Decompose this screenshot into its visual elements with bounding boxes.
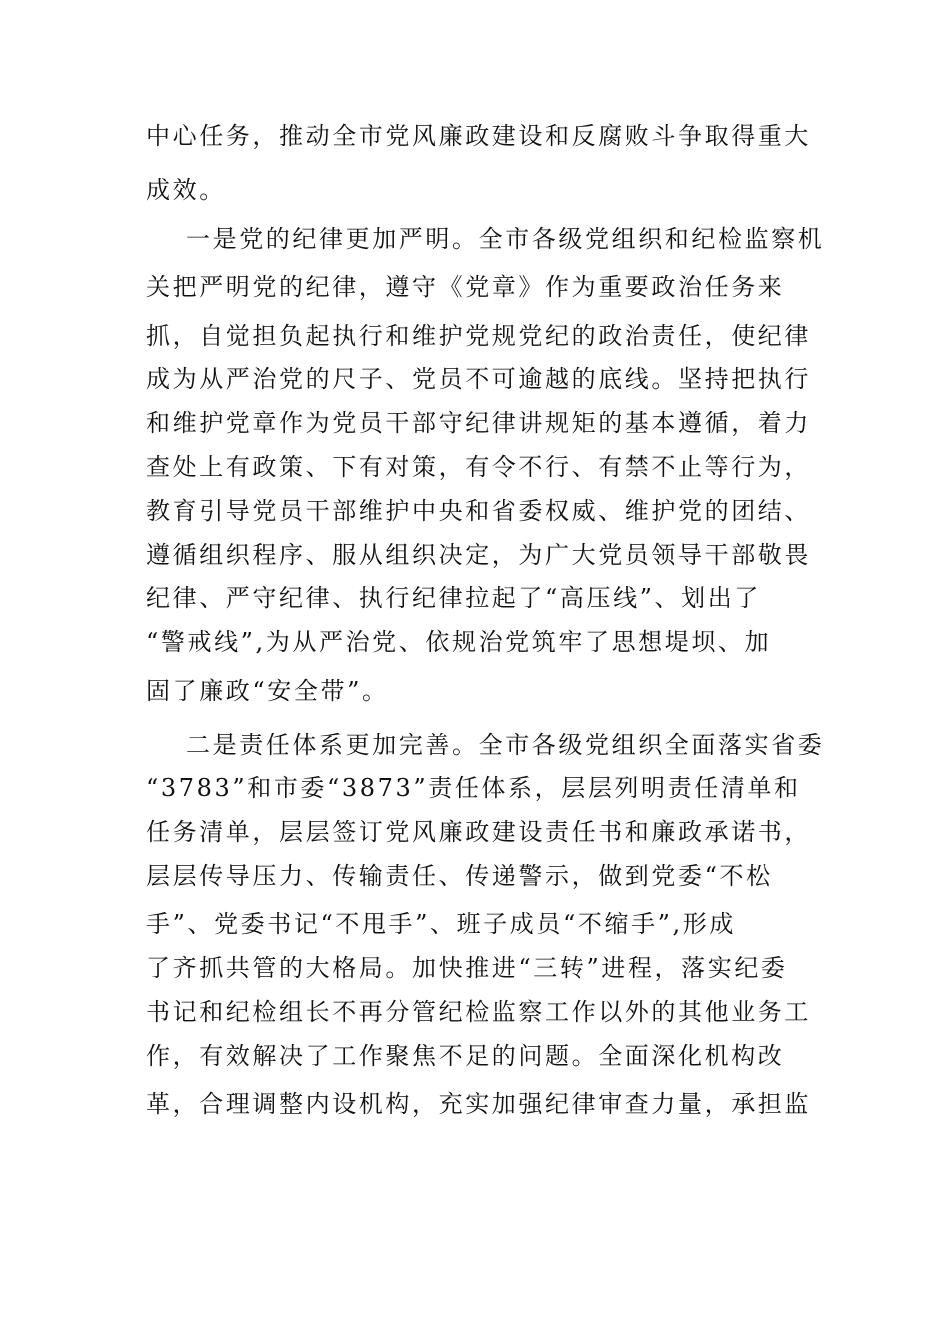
text-line: 固了廉政“安全带”。	[146, 677, 389, 705]
text-line: 革，合理调整内设机构，充实加强纪律审查力量，承担监	[146, 1090, 811, 1118]
text-line: 中心任务，推动全市党风廉政建设和反腐败斗争取得重大	[146, 122, 811, 150]
text-line: 关把严明党的纪律，遵守《党章》作为重要政治任务来	[146, 273, 785, 301]
text-line: 遵循组织程序、服从组织决定，为广大党员领导干部敬畏	[146, 541, 811, 569]
text-line: 教育引导党员干部维护中央和省委权威、维护党的团结、	[146, 497, 811, 525]
text-line: 手”、党委书记“不甩手”、班子成员“不缩手”,形成	[146, 910, 736, 938]
paragraph-start-line: 一是党的纪律更加严明。全市各级党组织和纪检监察机	[186, 225, 825, 253]
text-line: “警戒线”,为从严治党、依规治党筑牢了思想堤坝、加	[146, 628, 772, 656]
paragraph-start-line: 二是责任体系更加完善。全市各级党组织全面落实省委	[186, 731, 825, 759]
text-line: 层层传导压力、传输责任、传递警示，做到党委“不松	[146, 862, 773, 890]
text-line: 成为从严治党的尺子、党员不可逾越的底线。坚持把执行	[146, 365, 811, 393]
text-line: 查处上有政策、下有对策，有令不行、有禁不止等行为，	[146, 453, 811, 481]
text-line: “3783”和市委“3873”责任体系，层层列明责任清单和	[146, 774, 801, 802]
text-line: 了齐抓共管的大格局。加快推进“三转”进程，落实纪委	[146, 954, 788, 982]
text-line: 纪律、严守纪律、执行纪律拉起了“高压线”、划出了	[146, 584, 761, 612]
text-line: 书记和纪检组长不再分管纪检监察工作以外的其他业务工	[146, 998, 811, 1026]
text-line: 和维护党章作为党员干部守纪律讲规矩的基本遵循，着力	[146, 409, 811, 437]
text-line: 抓，自觉担负起执行和维护党规党纪的政治责任，使纪律	[146, 322, 811, 350]
text-line: 成效。	[146, 176, 226, 204]
text-line: 作，有效解决了工作聚焦不足的问题。全面深化机构改	[146, 1042, 785, 1070]
text-line: 任务清单，层层签订党风廉政建设责任书和廉政承诺书，	[146, 818, 811, 846]
